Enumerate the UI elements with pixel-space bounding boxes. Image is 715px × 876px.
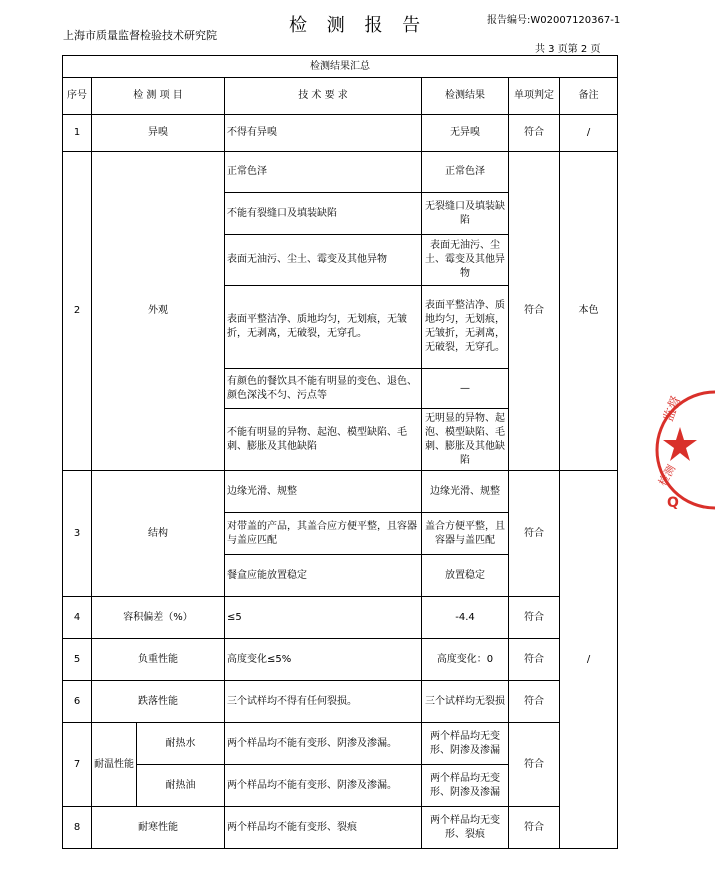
row-no: 2 [63, 152, 92, 471]
row-result: 盖合方便平整，且容器与盖匹配 [422, 513, 509, 555]
row-result: 放置稳定 [422, 555, 509, 597]
row-requirement: 两个样品均不能有变形、裂痕 [225, 807, 422, 849]
row-no: 3 [63, 471, 92, 597]
col-header-item: 检 测 项 目 [92, 78, 225, 115]
row-result: 无明显的异物、起泡、模型缺陷、毛刺、膨胀及其他缺陷 [422, 409, 509, 471]
page-info: 共 3 页第 2 页 [535, 44, 601, 55]
row-no: 4 [63, 597, 92, 639]
row-no: 7 [63, 723, 92, 807]
row-result: 两个样品均无变形、阴渗及渗漏 [422, 723, 509, 765]
row-verdict: 符合 [509, 807, 560, 849]
results-table [62, 55, 618, 849]
table-header-row [63, 78, 618, 115]
table-row [63, 681, 618, 723]
row-requirement: ≤5 [225, 597, 422, 639]
table-row [63, 471, 618, 513]
row-verdict: 符合 [509, 639, 560, 681]
col-header-result: 检测结果 [422, 78, 509, 115]
report-number: 报告编号:W02007120367-1 [487, 15, 621, 26]
row-requirement: 高度变化≤5% [225, 639, 422, 681]
row-item: 外观 [92, 152, 225, 471]
row-requirement: 餐盒应能放置稳定 [225, 555, 422, 597]
table-row [63, 597, 618, 639]
row-result: 正常色泽 [422, 152, 509, 193]
row-result: 无异嗅 [422, 115, 509, 152]
row-result: 无裂缝口及填装缺陷 [422, 193, 509, 235]
row-requirement: 不得有异嗅 [225, 115, 422, 152]
row-verdict: 符合 [509, 723, 560, 807]
row-requirement: 有颜色的餐饮具不能有明显的变色、退色、颜色深浅不匀、污点等 [225, 369, 422, 409]
table-row [63, 639, 618, 681]
row-requirement: 两个样品均不能有变形、阴渗及渗漏。 [225, 765, 422, 807]
row-requirement: 两个样品均不能有变形、阴渗及渗漏。 [225, 723, 422, 765]
institute-name: 上海市质量监督检验技术研究院 [63, 29, 217, 42]
row-remark: / [560, 471, 618, 849]
row-verdict: 符合 [509, 115, 560, 152]
svg-text:监督: 监督 [661, 394, 685, 424]
row-requirement: 不能有明显的异物、起泡、模型缺陷、毛刺、膨胀及其他缺陷 [225, 409, 422, 471]
row-remark: / [560, 115, 618, 152]
row-item: 耐寒性能 [92, 807, 225, 849]
row-no: 6 [63, 681, 92, 723]
row-item: 跌落性能 [92, 681, 225, 723]
row-result: — [422, 369, 509, 409]
row-requirement: 对带盖的产品，其盖合应方便平整，且容器与盖应匹配 [225, 513, 422, 555]
svg-text:检测: 检测 [655, 462, 679, 489]
row-subitem: 耐热油 [137, 765, 225, 807]
row-item: 容积偏差（%） [92, 597, 225, 639]
row-requirement: 表面平整洁净、质地均匀，无划痕，无皱折，无剥离，无破裂，无穿孔。 [225, 286, 422, 369]
row-requirement: 三个试样均不得有任何裂损。 [225, 681, 422, 723]
row-verdict: 符合 [509, 681, 560, 723]
row-requirement: 表面无油污、尘土、霉变及其他异物 [225, 235, 422, 286]
row-verdict: 符合 [509, 152, 560, 471]
row-item: 负重性能 [92, 639, 225, 681]
row-result: 表面无油污、尘土、霉变及其他异物 [422, 235, 509, 286]
row-item: 耐温性能 [92, 723, 137, 807]
row-result: 三个试样均无裂损 [422, 681, 509, 723]
table-row [63, 115, 618, 152]
row-result: 边缘光滑、规整 [422, 471, 509, 513]
col-header-verdict: 单项判定 [509, 78, 560, 115]
row-result: 两个样品均无变形、裂痕 [422, 807, 509, 849]
table-row [63, 152, 618, 193]
row-item: 结构 [92, 471, 225, 597]
row-no: 8 [63, 807, 92, 849]
page-title: 检 测 报 告 [289, 15, 428, 36]
table-caption: 检测结果汇总 [63, 56, 618, 78]
row-no: 1 [63, 115, 92, 152]
row-verdict: 符合 [509, 471, 560, 597]
official-seal [655, 385, 715, 525]
row-remark: 本色 [560, 152, 618, 471]
row-no: 5 [63, 639, 92, 681]
col-header-requirement: 技 术 要 求 [225, 78, 422, 115]
row-result: 两个样品均无变形、阴渗及渗漏 [422, 765, 509, 807]
table-row [63, 807, 618, 849]
row-result: -4.4 [422, 597, 509, 639]
row-result: 表面平整洁净、质地均匀，无划痕，无皱折，无剥离，无破裂，无穿孔。 [422, 286, 509, 369]
row-verdict: 符合 [509, 597, 560, 639]
row-requirement: 正常色泽 [225, 152, 422, 193]
col-header-no: 序号 [63, 78, 92, 115]
row-item: 异嗅 [92, 115, 225, 152]
row-subitem: 耐热水 [137, 723, 225, 765]
row-result: 高度变化：0 [422, 639, 509, 681]
row-requirement: 边缘光滑、规整 [225, 471, 422, 513]
svg-text:Q: Q [667, 495, 679, 511]
table-row [63, 723, 618, 765]
row-requirement: 不能有裂缝口及填装缺陷 [225, 193, 422, 235]
col-header-remark: 备注 [560, 78, 618, 115]
